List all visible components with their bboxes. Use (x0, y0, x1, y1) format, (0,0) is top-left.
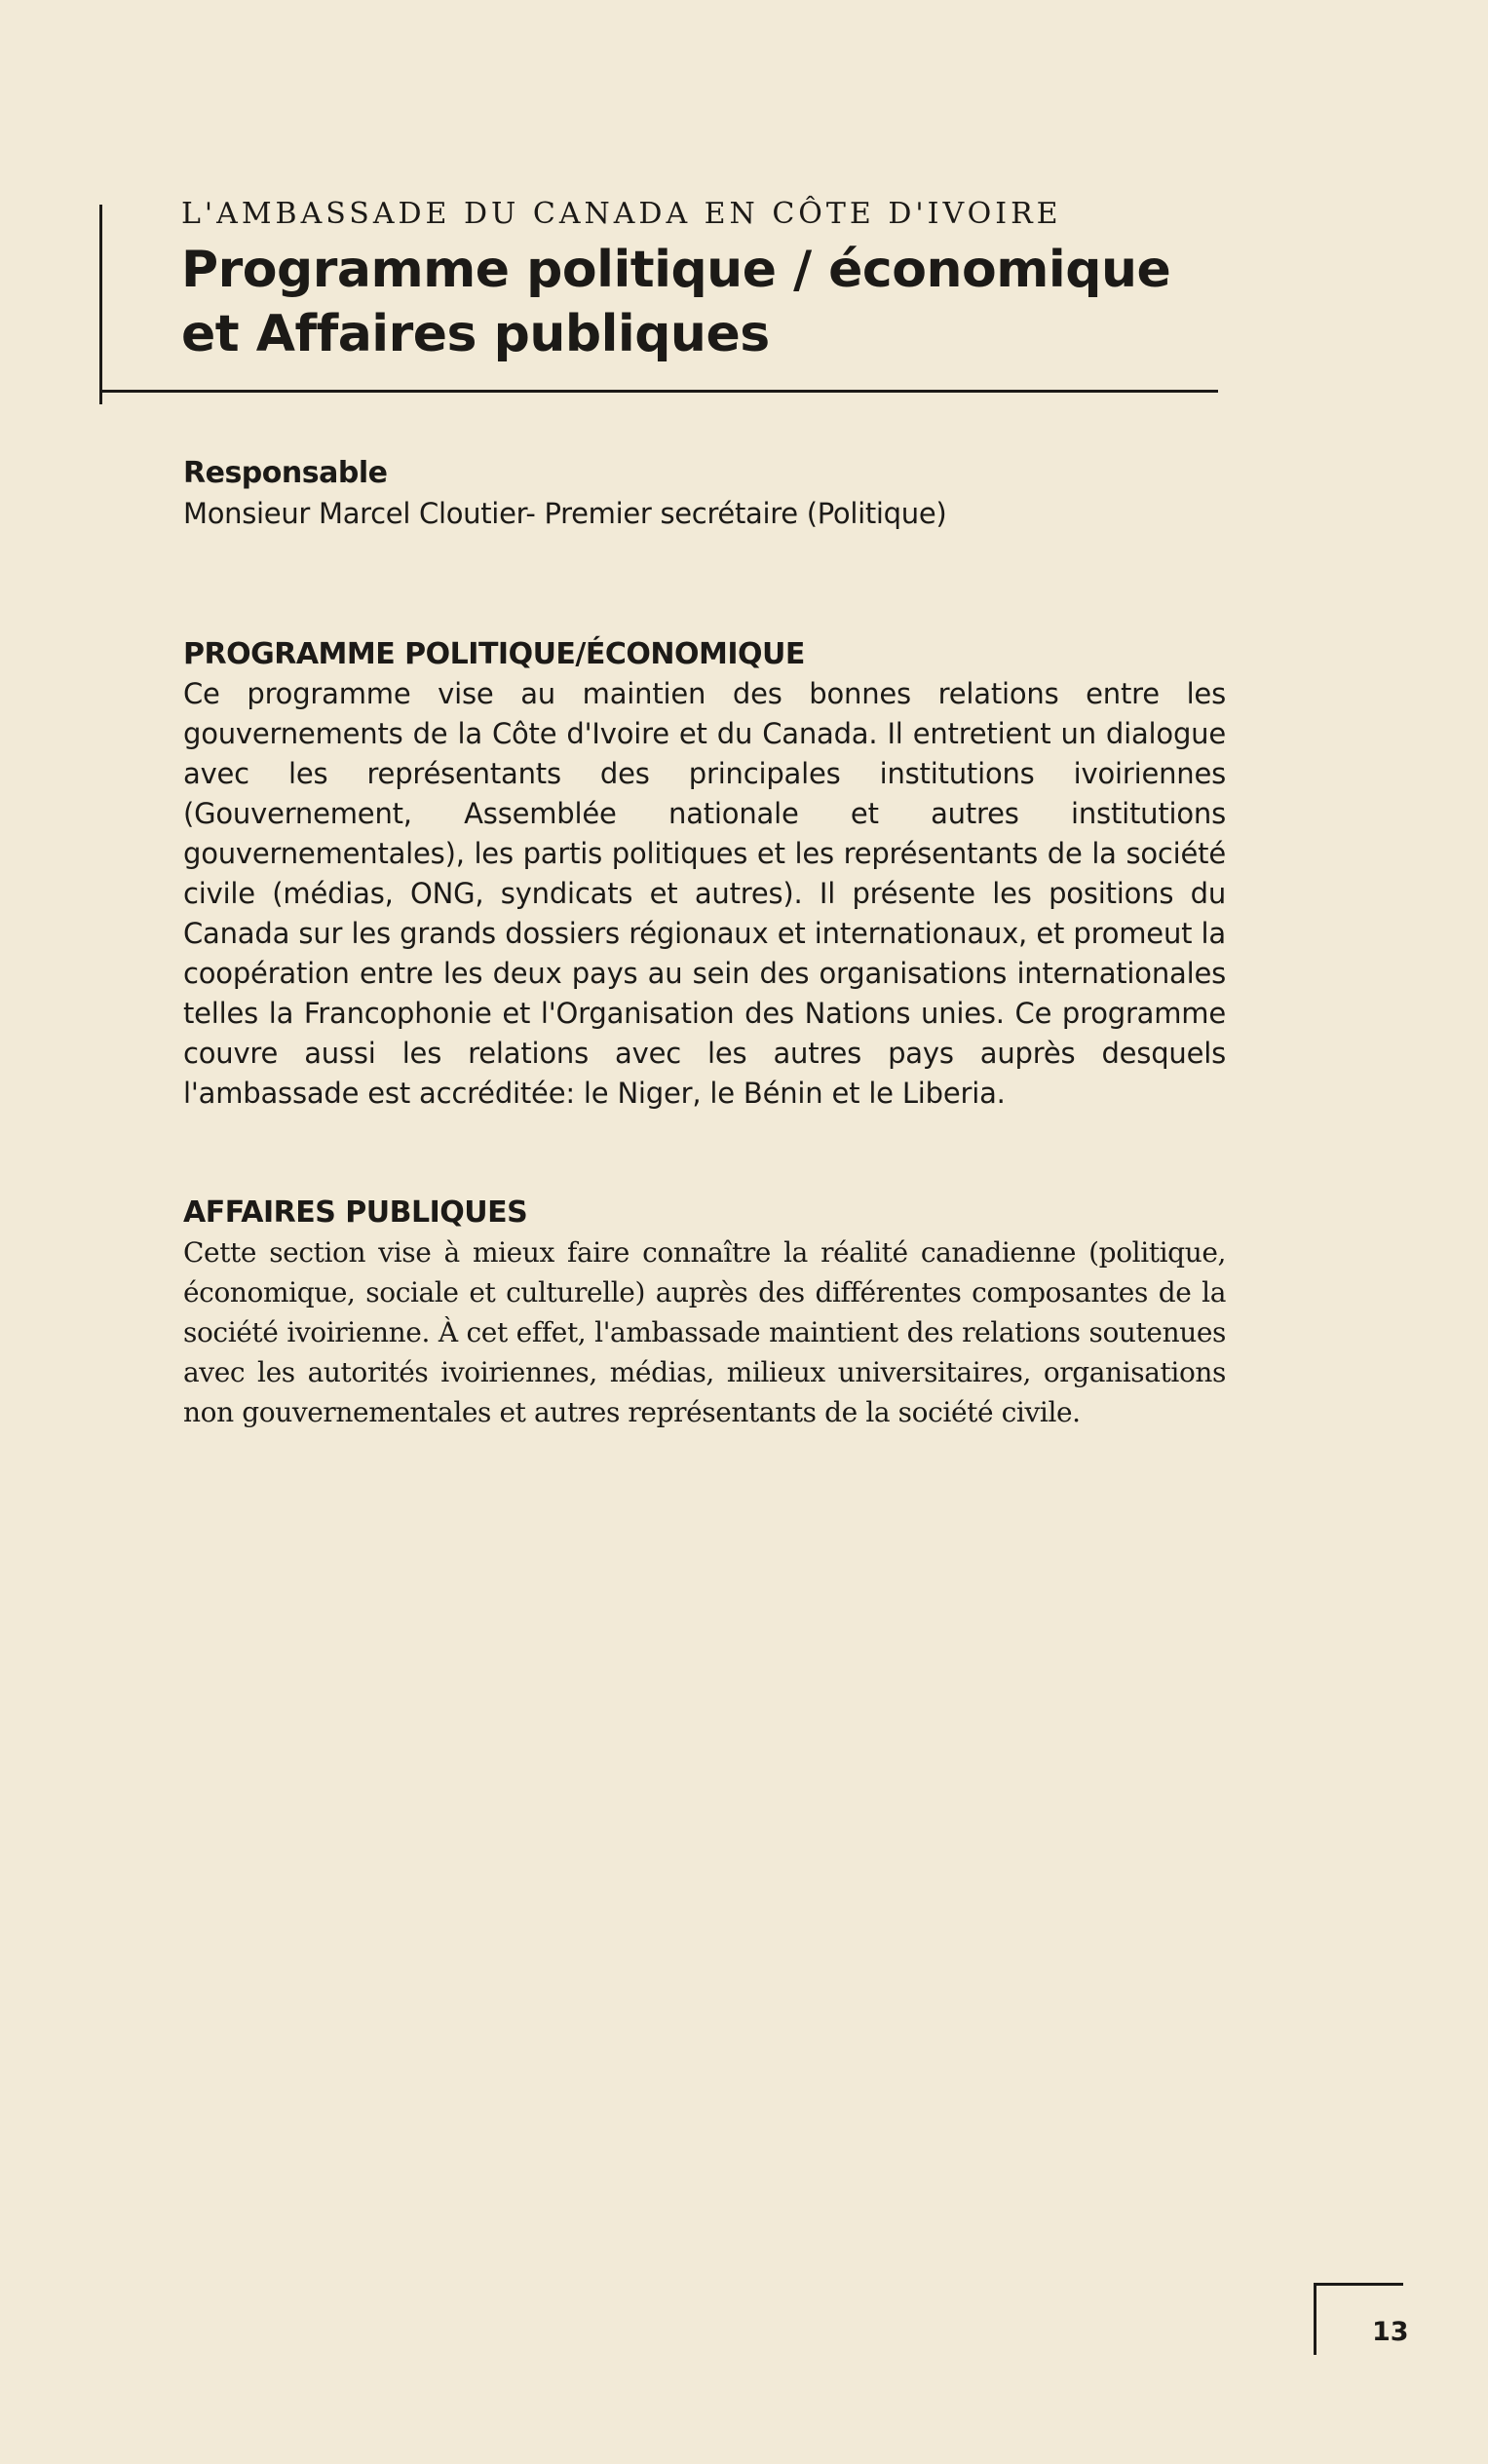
programme-body: Ce programme vise au maintien des bonnes relations entre les gouvernements de la Côte d'Ivoire et du Canada. Il entretient un dialogue avec les représentants des principales institutions ivoiriennes (Gouvernement, Assemblée nationale et autres institutions gouvernementales), les partis politiques et les représentants de la société civile (médias, ONG, syndicats et autres). Il présente les positions du Canada sur les grands dossiers régionaux et internationaux, et promeut la coopération entre les deux pays au sein des organisations internationales telles la Francophonie et l'Organisation des Nations unies. Ce programme couvre aussi les relations avec les autres pays auprès desquels l'ambassade est accréditée: le Niger, le Bénin et le Liberia. (183, 677, 1226, 1110)
page-title (181, 238, 1214, 366)
programme-heading: PROGRAMME POLITIQUE/ÉCONOMIQUE (183, 637, 805, 671)
footer-vertical-rule (1314, 2283, 1316, 2355)
page-number: 13 (1372, 2317, 1409, 2347)
footer-horizontal-rule (1314, 2283, 1403, 2286)
main-content (183, 454, 1226, 1432)
header-kicker: L'AMBASSADE DU CANADA EN CÔTE D'IVOIRE (181, 197, 1062, 231)
page-title-line-2: et Affaires publiques (181, 305, 770, 363)
header-vertical-rule (99, 205, 102, 404)
affaires-body: Cette section vise à mieux faire connaître la réalité canadienne (politique, économique, sociale et culturelle) auprès des différentes composantes de la société ivoirienne. À cet effet, l'ambassade maintient des relations soutenues avec les autorités ivoiriennes, médias, milieux universitaires, organisations non gouvernementales et autres représentants de la société civile. (183, 1236, 1226, 1428)
responsable-name: Monsieur Marcel Cloutier- Premier secrétaire (Politique) (183, 497, 947, 530)
page-title-line-1: Programme politique / économique (181, 241, 1171, 299)
affaires-section (183, 1194, 1226, 1432)
responsable-section (183, 454, 1226, 534)
responsable-label: Responsable (183, 456, 388, 490)
header-horizontal-rule (99, 390, 1218, 393)
programme-section (183, 635, 1226, 1114)
page-header (181, 195, 1214, 366)
affaires-heading: AFFAIRES PUBLIQUES (183, 1195, 528, 1230)
